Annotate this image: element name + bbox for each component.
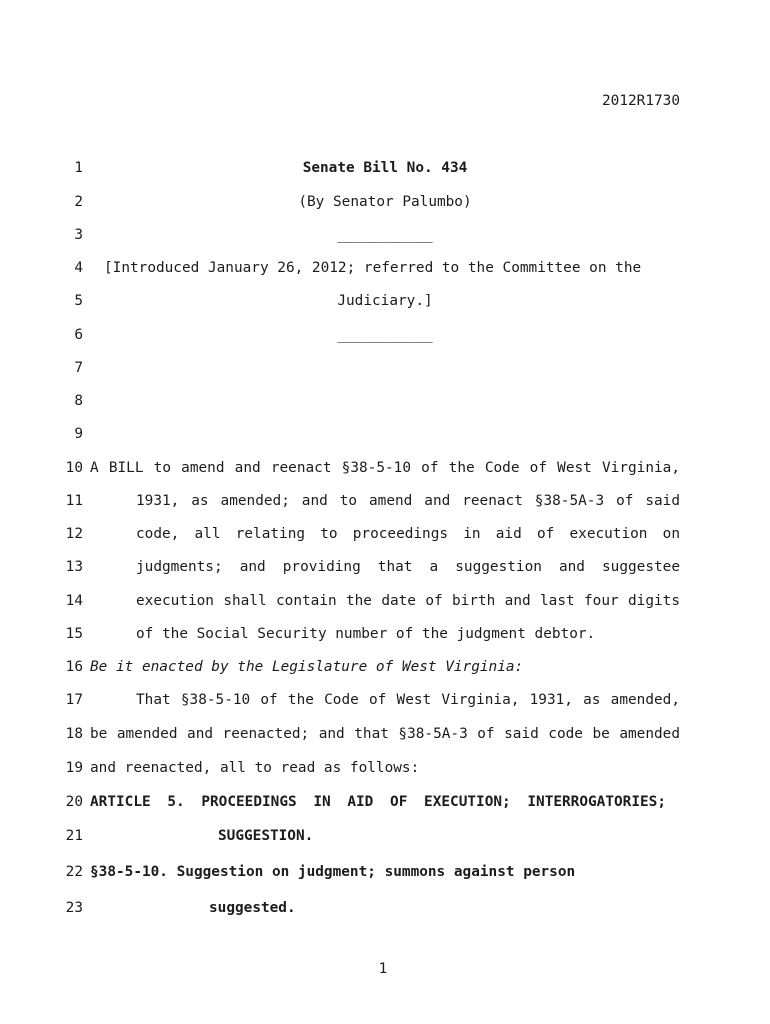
bill-text-line: code, all relating to proceedings in aid of execution on bbox=[136, 526, 680, 542]
line-number: 15 bbox=[65, 626, 83, 642]
line-number: 2 bbox=[74, 194, 83, 210]
line-number: 11 bbox=[65, 493, 83, 509]
bill-title: Senate Bill No. 434 bbox=[302, 160, 468, 176]
bill-text-line: execution shall contain the date of birth and last four digits bbox=[136, 593, 680, 609]
section-heading: §38-5-10. Suggestion on judgment; summons against person bbox=[90, 864, 576, 880]
line-number: 23 bbox=[65, 900, 83, 916]
bill-text-line: 1931, as amended; and to amend and reenact §38-5A-3 of said bbox=[136, 493, 680, 509]
line-number: 14 bbox=[65, 593, 83, 609]
bill-sponsor: (By Senator Palumbo) bbox=[298, 194, 472, 210]
line-number: 3 bbox=[74, 227, 83, 243]
body-text-line: be amended and reenacted; and that §38-5A-3 of said code be amended bbox=[90, 726, 680, 742]
enacting-clause: Be it enacted by the Legislature of West Virginia: bbox=[90, 659, 524, 675]
line-number: 6 bbox=[74, 327, 83, 343]
body-text-line: and reenacted, all to read as follows: bbox=[90, 760, 420, 776]
line-number: 10 bbox=[65, 460, 83, 476]
page-number: 1 bbox=[378, 961, 388, 977]
line-number: 12 bbox=[65, 526, 83, 542]
document-id: 2012R1730 bbox=[602, 93, 680, 109]
line-number: 1 bbox=[74, 160, 83, 176]
bill-text-line: A BILL to amend and reenact §38-5-10 of the Code of West Virginia, bbox=[90, 460, 680, 476]
line-number: 22 bbox=[65, 864, 83, 880]
article-heading-continued: SUGGESTION. bbox=[218, 828, 314, 844]
separator-rule: ___________ bbox=[337, 327, 433, 343]
line-number: 19 bbox=[65, 760, 83, 776]
line-number: 4 bbox=[74, 260, 83, 276]
line-number: 9 bbox=[74, 426, 83, 442]
line-number: 5 bbox=[74, 293, 83, 309]
line-number: 8 bbox=[74, 393, 83, 409]
line-number: 18 bbox=[65, 726, 83, 742]
body-text-line: That §38-5-10 of the Code of West Virginia, 1931, as amended, bbox=[136, 692, 680, 708]
line-number: 21 bbox=[65, 828, 83, 844]
article-heading: ARTICLE 5. PROCEEDINGS IN AID OF EXECUTION; INTERROGATORIES; bbox=[90, 794, 666, 810]
introduction-line: [Introduced January 26, 2012; referred to the Committee on the bbox=[104, 260, 642, 276]
bill-text-line: judgments; and providing that a suggestion and suggestee bbox=[136, 559, 680, 575]
section-heading-continued: suggested. bbox=[209, 900, 296, 916]
separator-rule: ___________ bbox=[337, 227, 433, 243]
line-number: 17 bbox=[65, 692, 83, 708]
introduction-line: Judiciary.] bbox=[337, 293, 433, 309]
line-number: 13 bbox=[65, 559, 83, 575]
line-number: 20 bbox=[65, 794, 83, 810]
line-number: 16 bbox=[65, 659, 83, 675]
bill-text-line: of the Social Security number of the judgment debtor. bbox=[136, 626, 596, 642]
line-number: 7 bbox=[74, 360, 83, 376]
